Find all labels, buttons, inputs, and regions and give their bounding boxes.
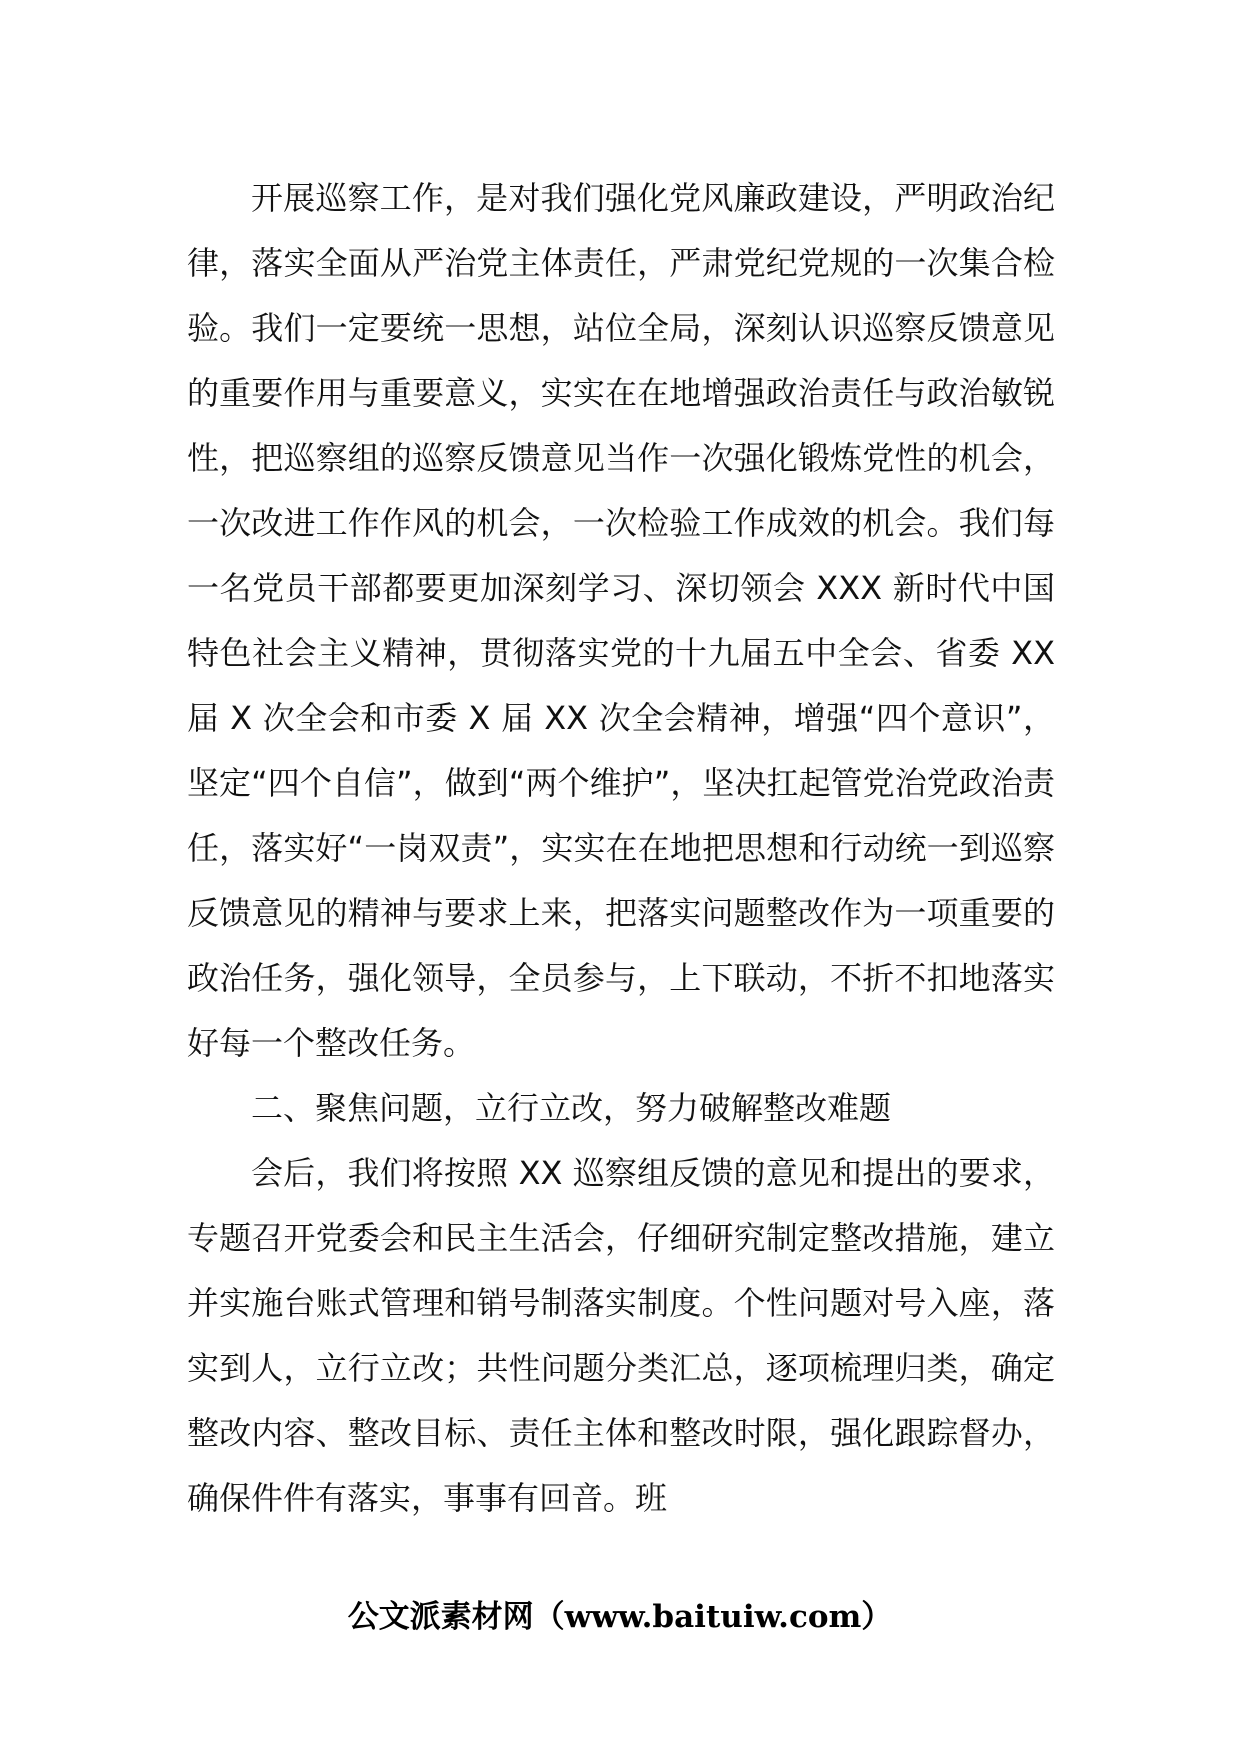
document-body xyxy=(187,166,1055,1531)
body-paragraph: 开展巡察工作，是对我们强化党风廉政建设，严明政治纪律，落实全面从严治党主体责任，严肃党纪党规的一次集合检验。我们一定要统一思想，站位全局，深刻认识巡察反馈意见的重要作用与重要意义，实实在在地增强政治责任与政治敏锐性，把巡察组的巡察反馈意见当作一次强化锻炼党性的机会，一次改进工作作风的机会，一次检验工作成效的机会。我们每一名党员干部都要更加深刻学习、深切领会 XXX 新时代中国特色社会主义精神，贯彻落实党的十九届五中全会、省委 XX 届 X 次全会和市委 X 届 XX 次全会精神，增强“四个意识”，坚定“四个自信”，做到“两个维护”，坚决扛起管党治党政治责任，落实好“一岗双责”，实实在在地把思想和行动统一到巡察反馈意见的精神与要求上来，把落实问题整改作为一项重要的政治任务，强化领导，全员参与，上下联动，不折不扣地落实好每一个整改任务。 xyxy=(187,179,1055,1062)
footer-watermark: 公文派素材网（www.baituiw.com） xyxy=(347,1599,893,1635)
section-heading: 二、聚焦问题，立行立改，努力破解整改难题 xyxy=(251,1089,892,1127)
body-paragraph: 会后，我们将按照 XX 巡察组反馈的意见和提出的要求，专题召开党委会和民主生活会，仔细研究制定整改措施，建立并实施台账式管理和销号制落实制度。个性问题对号入座，落实到人，立行立改；共性问题分类汇总，逐项梳理归类，确定整改内容、整改目标、责任主体和整改时限，强化跟踪督办，确保件件有落实，事事有回音。班 xyxy=(187,1154,1055,1517)
